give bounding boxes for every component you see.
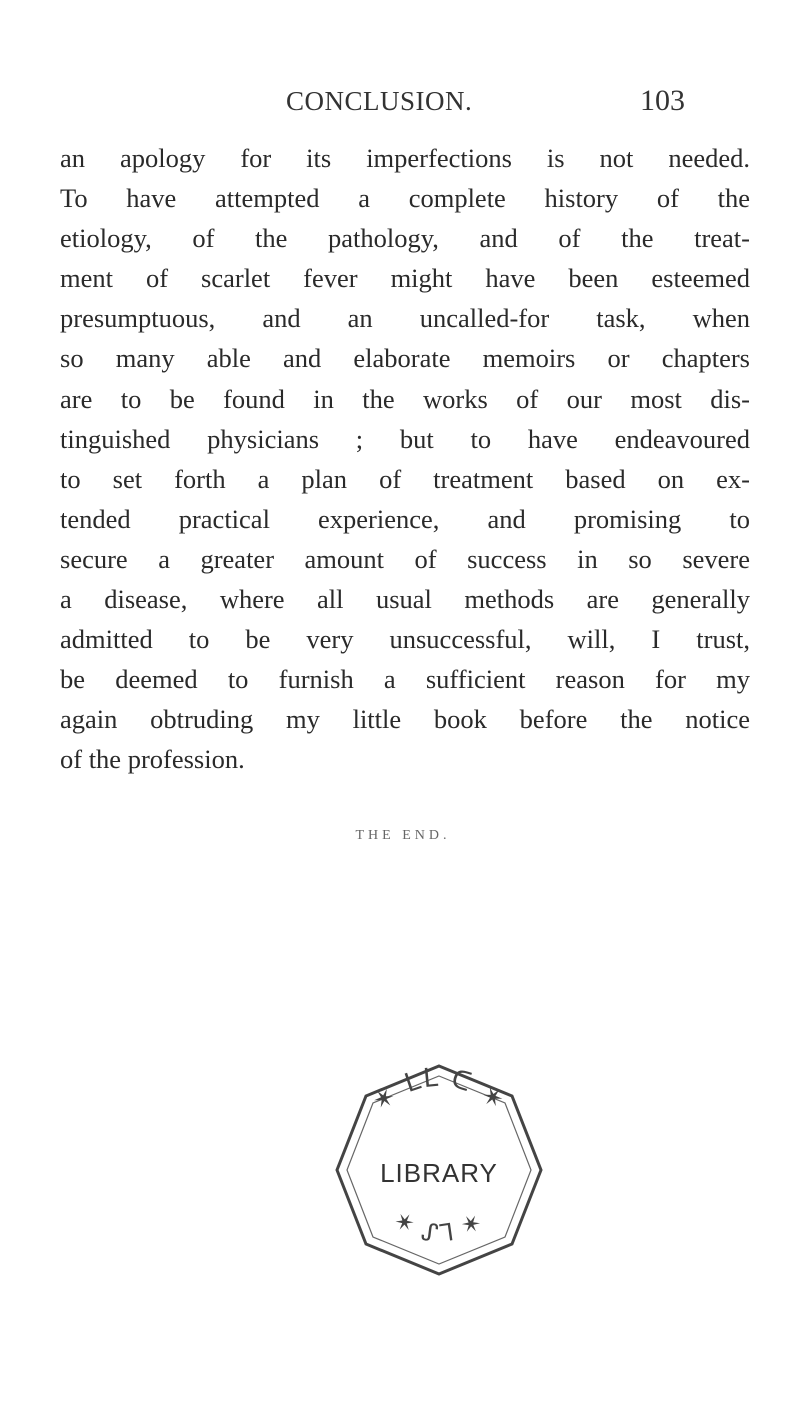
text-line: are to be found in the works of our most dis- [60, 383, 750, 414]
stamp-arc-top: ✶ ᒪᒪ ᑕ ✶ [365, 1061, 513, 1117]
text-line: etiology, of the pathology, and of the treat- [60, 223, 750, 254]
the-end-label: THE END. [355, 828, 451, 843]
page-header [0, 86, 800, 126]
text-line: be deemed to furnish a sufficient reason for my [60, 664, 750, 695]
text-line: again obtruding my little book before the notice [60, 704, 750, 735]
text-line: ment of scarlet fever might have been esteemed [60, 263, 750, 294]
text-line: so many able and elaborate memoirs or chapters [60, 343, 750, 374]
text-line: To have attempted a complete history of the [60, 183, 750, 214]
running-title: CONCLUSION. [286, 86, 473, 116]
text-line: tinguished physicians ; but to have endeavoured [60, 423, 750, 454]
text-line: an apology for its imperfections is not needed. [60, 143, 750, 173]
text-line: to set forth a plan of treatment based on ex- [60, 463, 750, 494]
stamp-library-text: LIBRARY [380, 1158, 498, 1188]
text-line: presumptuous, and an uncalled-for task, when [60, 303, 750, 334]
page-number: 103 [640, 84, 685, 117]
text-line: tended practical experience, and promising to [60, 503, 750, 534]
text-line: of the profession. [60, 744, 245, 775]
body-paragraph [60, 138, 750, 780]
library-stamp [327, 1058, 551, 1282]
text-line: secure a greater amount of success in so severe [60, 543, 750, 574]
library-stamp-seal [327, 1058, 551, 1282]
text-line: a disease, where all usual methods are generally [60, 584, 750, 615]
stamp-arc-bottom: ✶ ᔑᒣ ✶ [388, 1206, 490, 1249]
text-line: admitted to be very unsuccessful, will, I trust, [60, 624, 750, 655]
